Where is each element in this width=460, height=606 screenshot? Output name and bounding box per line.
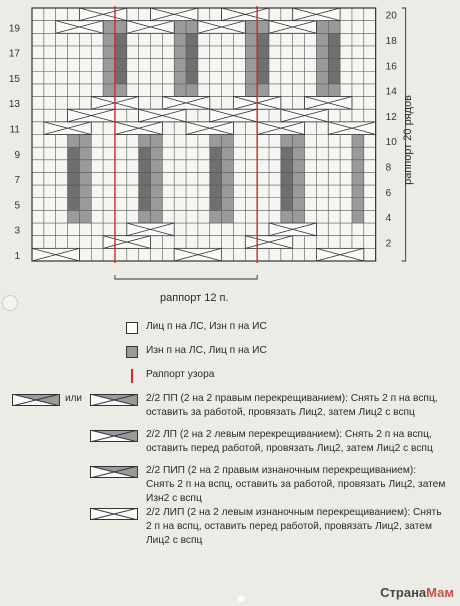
purl-cell [151,185,163,198]
purl-cell [174,71,186,84]
purl-cell [68,210,80,223]
legend-or-label: или [65,393,83,404]
purl-cell [328,21,340,34]
purl-cell-dark [68,147,80,160]
repeat-line-icon [126,369,138,388]
purl-cell [79,185,91,198]
purl-cell [79,172,91,185]
row-number-left: 9 [14,149,20,161]
purl-cell [293,172,305,185]
purl-cell-dark [328,71,340,84]
purl-cell [352,210,364,223]
cable-cross-icon [90,507,138,525]
purl-cell [186,21,198,34]
legend-text: 2/2 ЛИП (2 на 2 левым изнаночным перекрещиванием): Снять 2 п на вспц, оставить перед работой, провязать Лиц2, затем Лиц2 с вспц [146,507,442,546]
purl-cell [316,71,328,84]
purl-cell-dark [328,59,340,72]
purl-cell [316,59,328,72]
purl-cell-dark [68,198,80,211]
purl-cell [245,71,257,84]
purl-cell-dark [210,172,222,185]
knitting-chart [0,0,460,300]
purl-cell [352,185,364,198]
purl-stitch-icon [126,345,138,363]
purl-cell [222,198,234,211]
purl-cell-dark [115,33,127,46]
legend-text: 2/2 ЛП (2 на 2 левым перекрещиванием): Снять 2 п на вспц, оставить перед работой, провязать Лиц2, затем Лиц2 с вспц [146,429,433,454]
purl-cell [222,185,234,198]
purl-cell-dark [210,160,222,173]
purl-cell [103,33,115,46]
purl-cell-dark [281,172,293,185]
row-number-left: 17 [8,48,20,60]
purl-cell [245,33,257,46]
cable-cross-icon [12,393,60,411]
purl-cell [210,210,222,223]
purl-cell [257,21,269,34]
purl-cell [103,21,115,34]
cable-cross-icon [90,393,138,411]
purl-cell-dark [115,59,127,72]
row-number-left: 15 [8,73,20,85]
purl-cell [293,135,305,148]
purl-cell-dark [210,185,222,198]
purl-cell [103,59,115,72]
purl-cell [79,198,91,211]
legend-text: 2/2 ПП (2 на 2 правым перекрещиванием): Снять 2 п на вспц, оставить за работой, провязать Лиц2, затем Лиц2 с вспц [146,393,438,418]
purl-cell-dark [210,147,222,160]
purl-cell-dark [139,160,151,173]
purl-cell [139,210,151,223]
purl-cell [352,198,364,211]
purl-cell [186,84,198,97]
purl-cell [316,84,328,97]
purl-cell [174,21,186,34]
row-number-left: 5 [14,200,20,212]
purl-cell [222,210,234,223]
purl-cell [151,198,163,211]
row-number-left: 19 [8,23,20,35]
purl-cell [281,210,293,223]
purl-cell [293,198,305,211]
purl-cell [174,33,186,46]
purl-cell [293,210,305,223]
row-number-left: 11 [9,124,20,136]
cable-cross-icon [90,429,138,447]
purl-cell-dark [186,33,198,46]
purl-cell-dark [139,172,151,185]
cable-cross-icon [90,465,138,483]
purl-cell [68,135,80,148]
purl-cell-dark [115,46,127,59]
legend-text: 2/2 ПИП (2 на 2 правым изнаночным перекрещиванием): Снять 2 п на вспц, оставить за работой, провязать Лиц2, затем Изн2 с вспц [146,465,446,504]
purl-cell [245,59,257,72]
purl-cell-dark [139,147,151,160]
legend-text: Изн п на ЛС, Лиц п на ИС [146,345,267,356]
purl-cell-dark [186,59,198,72]
purl-cell [245,46,257,59]
purl-cell-dark [68,160,80,173]
purl-cell-dark [257,59,269,72]
purl-cell [281,135,293,148]
purl-cell [352,160,364,173]
purl-cell-dark [257,33,269,46]
legend-text: Лиц п на ЛС, Изн п на ИС [146,321,267,332]
purl-cell [245,84,257,97]
purl-cell-dark [186,71,198,84]
purl-cell [174,84,186,97]
purl-cell-dark [328,46,340,59]
purl-cell [245,21,257,34]
purl-cell-dark [281,147,293,160]
purl-cell [293,185,305,198]
purl-cell [103,46,115,59]
row-number-right: 2 [385,238,392,250]
row-number-right: 8 [385,162,392,174]
purl-cell [257,84,269,97]
page-indicator-dot-icon[interactable] [238,596,244,602]
purl-cell-dark [186,46,198,59]
purl-cell-dark [68,185,80,198]
purl-cell-dark [281,198,293,211]
purl-cell [174,59,186,72]
row-number-right: 4 [385,213,392,225]
row-number-left: 1 [14,251,20,262]
purl-cell [352,172,364,185]
purl-cell [293,160,305,173]
row-number-right: 20 [385,10,397,22]
purl-cell [174,46,186,59]
purl-cell [222,135,234,148]
purl-cell-dark [68,172,80,185]
row-number-left: 3 [14,225,20,237]
row-number-right: 12 [385,111,397,123]
purl-cell-dark [139,198,151,211]
purl-cell [79,147,91,160]
purl-cell [316,21,328,34]
row-number-right: 16 [385,61,397,73]
purl-cell [210,135,222,148]
purl-cell-dark [328,33,340,46]
row-number-left: 7 [14,175,20,187]
purl-cell-dark [115,71,127,84]
purl-cell [222,160,234,173]
row-number-right: 6 [385,187,392,199]
purl-cell [222,147,234,160]
carousel-dot-icon[interactable] [2,295,18,311]
purl-cell [151,147,163,160]
legend-text: Раппорт узора [146,369,215,380]
purl-cell [79,210,91,223]
row-number-right: 14 [385,86,397,98]
purl-cell [79,160,91,173]
row-number-right: 10 [385,137,397,149]
purl-cell-dark [281,185,293,198]
purl-cell [151,135,163,148]
row-number-right: 18 [385,35,397,47]
purl-cell [222,172,234,185]
purl-cell [316,46,328,59]
purl-cell-dark [257,46,269,59]
knit-stitch-icon [126,321,138,339]
purl-cell [151,210,163,223]
purl-cell [293,147,305,160]
purl-cell [328,84,340,97]
purl-cell [103,71,115,84]
purl-cell-dark [281,160,293,173]
purl-cell [103,84,115,97]
purl-cell [139,135,151,148]
purl-cell-dark [257,71,269,84]
purl-cell-dark [210,198,222,211]
watermark: СтранаМам [380,585,454,600]
row-number-left: 13 [8,99,20,111]
stitch-bracket [115,275,257,279]
purl-cell [115,84,127,97]
purl-cell-dark [139,185,151,198]
purl-cell [352,147,364,160]
purl-cell [151,160,163,173]
purl-cell [151,172,163,185]
purl-cell [115,21,127,34]
purl-cell [352,135,364,148]
stitch-repeat-label: раппорт 12 п. [160,292,229,304]
purl-cell [79,135,91,148]
rows-repeat-label: раппорт 20 рядов [402,95,415,185]
purl-cell [316,33,328,46]
